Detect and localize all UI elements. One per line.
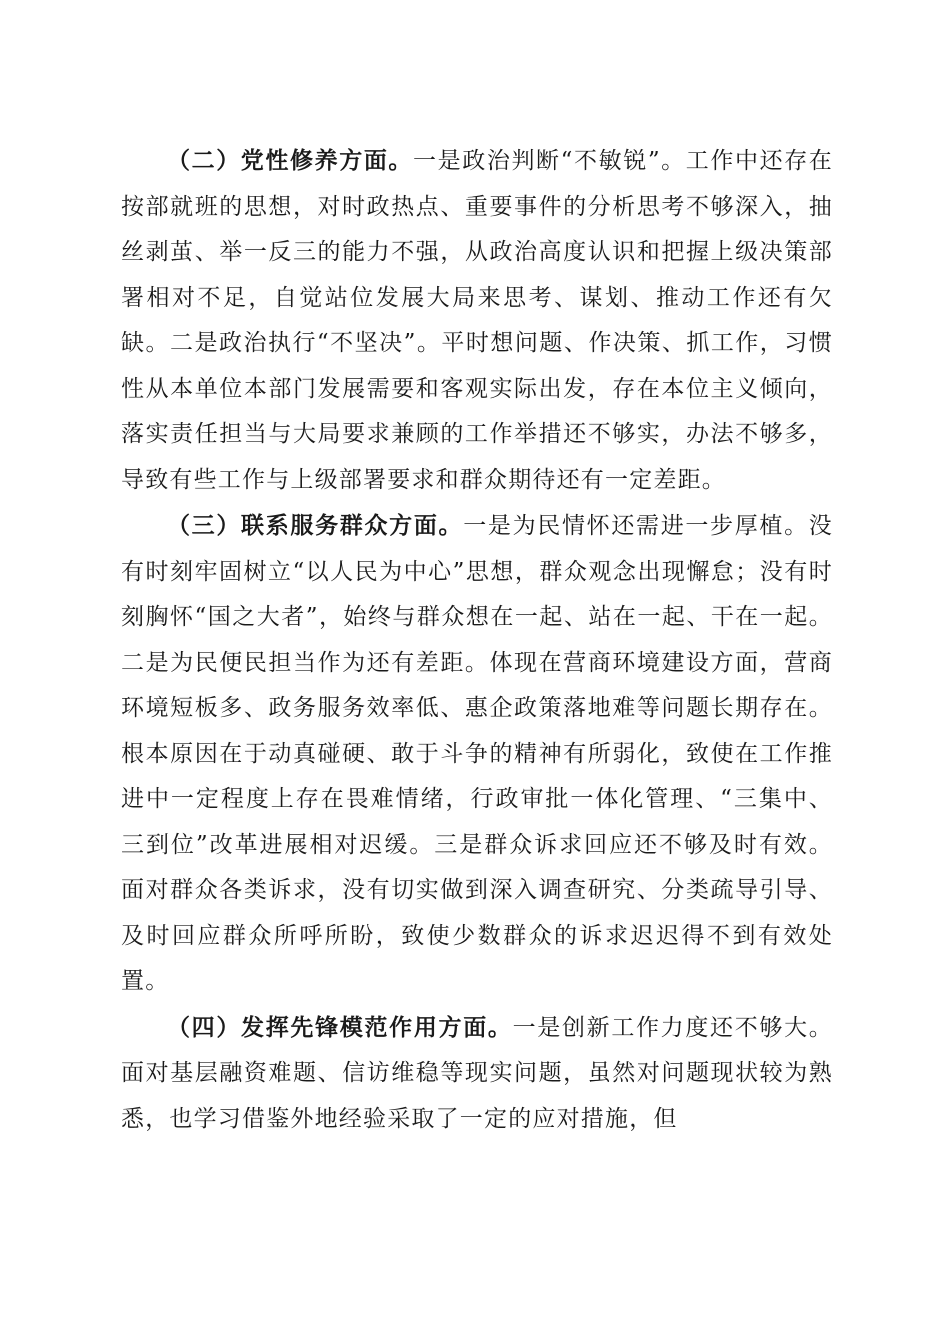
paragraph-party-cultivation: [121, 138, 833, 503]
paragraph-serving-masses: [121, 503, 833, 1005]
document-body: [121, 138, 833, 1142]
paragraph-vanguard-role: [121, 1005, 833, 1143]
paragraph-text: 一是政治判断“不敏锐”。工作中还存在按部就班的思想，对时政热点、重要事件的分析思考不够深入，抽丝剥茧、举一反三的能力不强，从政治高度认识和把握上级决策部署相对不足，自觉站位发展大局来思考、谋划、推动工作还有欠缺。二是政治执行“不坚决”。平时想问题、作决策、抓工作，习惯性从本单位本部门发展需要和客观实际出发，存在本位主义倾向，落实责任担当与大局要求兼顾的工作举措还不够实，办法不够多，导致有些工作与上级部署要求和群众期待还有一定差距。: [121, 148, 833, 493]
paragraph-heading: （二）党性修养方面。: [167, 147, 414, 174]
paragraph-heading: （四）发挥先锋模范作用方面。: [167, 1013, 513, 1041]
paragraph-heading: （三）联系服务群众方面。: [167, 512, 464, 539]
paragraph-text: 一是为民情怀还需进一步厚植。没有时刻牢固树立“以人民为中心”思想，群众观念出现懈怠；没有时刻胸怀“国之大者”，始终与群众想在一起、站在一起、干在一起。二是为民便民担当作为还有差距。体现在营商环境建设方面，营商环境短板多、政务服务效率低、惠企政策落地难等问题长期存在。根本原因在于动真碰硬、敢于斗争的精神有所弱化，致使在工作推进中一定程度上存在畏难情绪，行政审批一体化管理、“三集中、三到位”改革进展相对迟缓。三是群众诉求回应还不够及时有效。面对群众各类诉求，没有切实做到深入调查研究、分类疏导引导、及时回应群众所呼所盼，致使少数群众的诉求迟迟得不到有效处置。: [121, 513, 833, 994]
paragraph-text: 一是创新工作力度还不够大。面对基层融资难题、信访维稳等现实问题，虽然对问题现状较为熟悉，也学习借鉴外地经验采取了一定的应对措施，但: [121, 1014, 833, 1132]
